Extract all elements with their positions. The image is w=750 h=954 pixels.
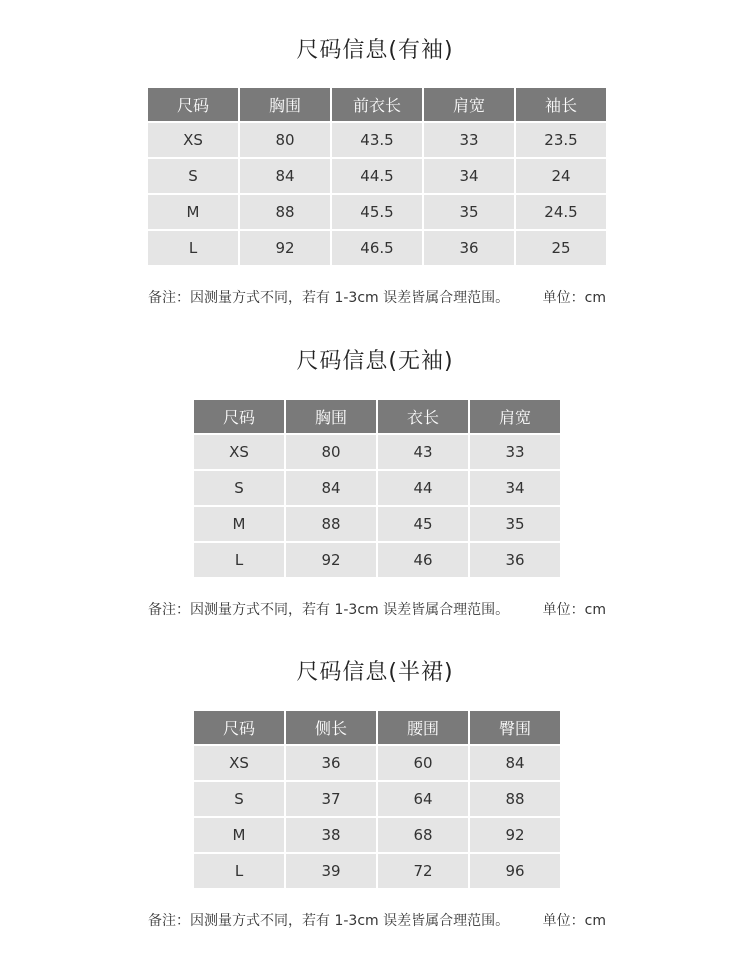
measurement-cell: 92 bbox=[240, 231, 330, 265]
size-label-cell: L bbox=[148, 231, 238, 265]
measurement-cell: 37 bbox=[286, 782, 376, 816]
measurement-cell: 34 bbox=[470, 471, 560, 505]
table-row bbox=[194, 854, 560, 888]
measurement-cell: 35 bbox=[424, 195, 514, 229]
section-title: 尺码信息(无袖) bbox=[296, 349, 454, 374]
column-header: 尺码 bbox=[194, 400, 284, 433]
table-row bbox=[148, 231, 606, 265]
measurement-cell: 36 bbox=[424, 231, 514, 265]
table-row bbox=[148, 159, 606, 193]
table-header-row bbox=[194, 400, 560, 433]
measurement-cell: 44.5 bbox=[332, 159, 422, 193]
measurement-cell: 45.5 bbox=[332, 195, 422, 229]
section-title: 尺码信息(有袖) bbox=[296, 38, 454, 63]
measurement-cell: 35 bbox=[470, 507, 560, 541]
measurement-cell: 44 bbox=[378, 471, 468, 505]
measurement-note bbox=[148, 600, 608, 620]
column-header: 胸围 bbox=[286, 400, 376, 433]
note-text: 备注：因测量方式不同，若有 1-3cm 误差皆属合理范围。 bbox=[148, 290, 510, 306]
measurement-cell: 33 bbox=[424, 123, 514, 157]
size-table bbox=[192, 398, 562, 579]
size-label-cell: M bbox=[194, 507, 284, 541]
size-label-cell: S bbox=[194, 782, 284, 816]
measurement-cell: 33 bbox=[470, 435, 560, 469]
measurement-cell: 88 bbox=[240, 195, 330, 229]
size-label-cell: S bbox=[148, 159, 238, 193]
size-label-cell: XS bbox=[194, 746, 284, 780]
table-row bbox=[194, 746, 560, 780]
measurement-cell: 45 bbox=[378, 507, 468, 541]
table-header-row bbox=[194, 711, 560, 744]
measurement-cell: 25 bbox=[516, 231, 606, 265]
column-header: 尺码 bbox=[194, 711, 284, 744]
measurement-cell: 84 bbox=[470, 746, 560, 780]
unit-label: 单位：cm bbox=[542, 602, 606, 618]
size-label-cell: XS bbox=[148, 123, 238, 157]
table-row bbox=[194, 543, 560, 577]
measurement-cell: 72 bbox=[378, 854, 468, 888]
note-text: 备注：因测量方式不同，若有 1-3cm 误差皆属合理范围。 bbox=[148, 602, 510, 618]
column-header: 袖长 bbox=[516, 88, 606, 121]
measurement-cell: 92 bbox=[470, 818, 560, 852]
measurement-cell: 39 bbox=[286, 854, 376, 888]
size-table bbox=[192, 709, 562, 890]
measurement-cell: 88 bbox=[286, 507, 376, 541]
measurement-cell: 68 bbox=[378, 818, 468, 852]
measurement-cell: 80 bbox=[240, 123, 330, 157]
measurement-cell: 36 bbox=[470, 543, 560, 577]
column-header: 前衣长 bbox=[332, 88, 422, 121]
measurement-cell: 43 bbox=[378, 435, 468, 469]
note-text: 备注：因测量方式不同，若有 1-3cm 误差皆属合理范围。 bbox=[148, 913, 510, 929]
table-row bbox=[148, 195, 606, 229]
measurement-cell: 36 bbox=[286, 746, 376, 780]
column-header: 尺码 bbox=[148, 88, 238, 121]
measurement-note bbox=[148, 288, 608, 308]
measurement-cell: 43.5 bbox=[332, 123, 422, 157]
unit-label: 单位：cm bbox=[542, 290, 606, 306]
table-row bbox=[194, 471, 560, 505]
measurement-cell: 88 bbox=[470, 782, 560, 816]
measurement-note bbox=[148, 911, 608, 931]
column-header: 肩宽 bbox=[470, 400, 560, 433]
measurement-cell: 46.5 bbox=[332, 231, 422, 265]
column-header: 侧长 bbox=[286, 711, 376, 744]
measurement-cell: 64 bbox=[378, 782, 468, 816]
measurement-cell: 46 bbox=[378, 543, 468, 577]
measurement-cell: 24 bbox=[516, 159, 606, 193]
size-label-cell: S bbox=[194, 471, 284, 505]
unit-label: 单位：cm bbox=[542, 913, 606, 929]
section-title: 尺码信息(半裙) bbox=[296, 660, 454, 685]
size-label-cell: L bbox=[194, 543, 284, 577]
column-header: 肩宽 bbox=[424, 88, 514, 121]
column-header: 臀围 bbox=[470, 711, 560, 744]
table-row bbox=[194, 818, 560, 852]
size-table bbox=[146, 86, 608, 267]
table-row bbox=[148, 123, 606, 157]
measurement-cell: 92 bbox=[286, 543, 376, 577]
size-label-cell: XS bbox=[194, 435, 284, 469]
column-header: 腰围 bbox=[378, 711, 468, 744]
size-label-cell: M bbox=[194, 818, 284, 852]
measurement-cell: 23.5 bbox=[516, 123, 606, 157]
table-row bbox=[194, 507, 560, 541]
table-header-row bbox=[148, 88, 606, 121]
measurement-cell: 24.5 bbox=[516, 195, 606, 229]
table-row bbox=[194, 782, 560, 816]
measurement-cell: 84 bbox=[286, 471, 376, 505]
measurement-cell: 60 bbox=[378, 746, 468, 780]
measurement-cell: 84 bbox=[240, 159, 330, 193]
measurement-cell: 96 bbox=[470, 854, 560, 888]
column-header: 衣长 bbox=[378, 400, 468, 433]
column-header: 胸围 bbox=[240, 88, 330, 121]
size-label-cell: M bbox=[148, 195, 238, 229]
size-label-cell: L bbox=[194, 854, 284, 888]
measurement-cell: 38 bbox=[286, 818, 376, 852]
measurement-cell: 34 bbox=[424, 159, 514, 193]
measurement-cell: 80 bbox=[286, 435, 376, 469]
table-row bbox=[194, 435, 560, 469]
